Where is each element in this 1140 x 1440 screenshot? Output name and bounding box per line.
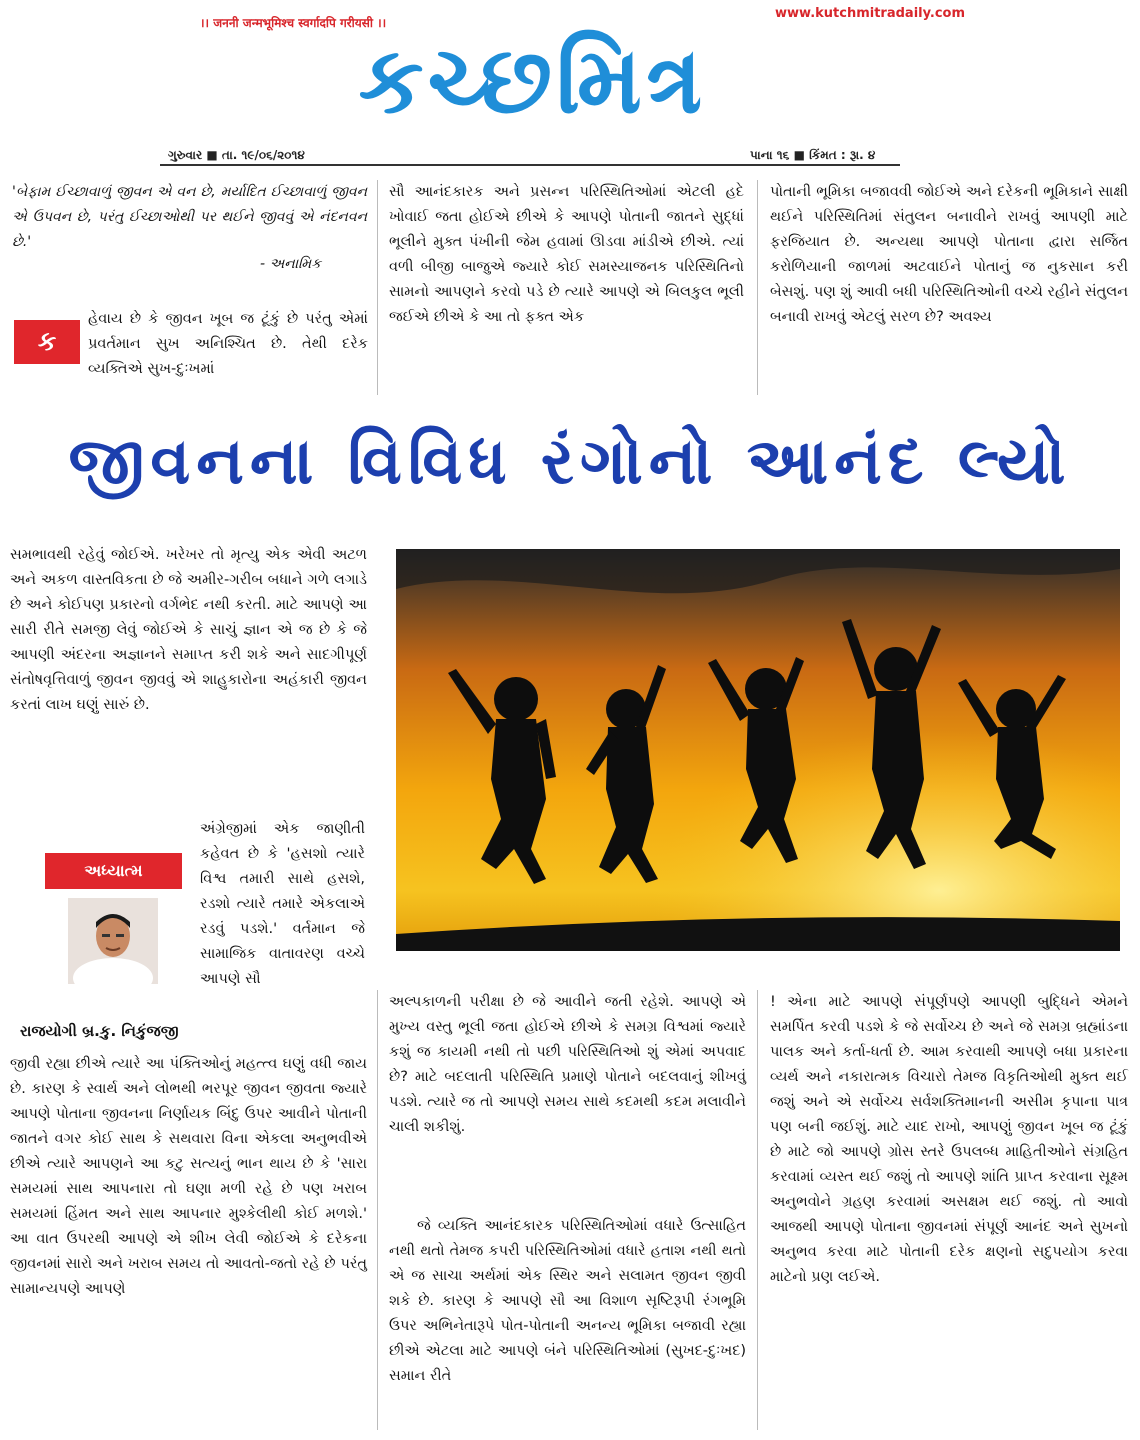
opening-quote: 'બેફામ ઈચ્છાવાળું જીવન એ વન છે, મર્યાદિત ઈચ્છાવાળું જીવન એ ઉપવન છે, પરંતુ ઈચ્છાઓથી પર થઈને જીવવું એ નંદનવન છે.' — [12, 184, 367, 250]
masthead-rule — [160, 164, 900, 166]
column-1-middle-text: સમભાવથી રહેવું જોઈએ. ખરેખર તો મૃત્યુ એક એવી અટળ અને અકળ વાસ્તવિકતા છે જે અમીર-ગરીબ બધાને ગળે લગાડે છે અને કોઈપણ પ્રકારનો વર્ગભેદ નથી કરતી. માટે આપણે આ સારી રીતે સમજી લેવું જોઈએ કે સાચું જ્ઞાન એ જ છે કે જે આપણી અંદરના અજ્ઞાનને સમાપ્ત કરી શકે અને સાદગીપૂર્ણ સંતોષવૃત્તિવાળું જીવન જીવવું એ શાહુકારોના અહંકારી જીવન કરતાં લાખ ઘણું સારું છે. — [10, 547, 367, 713]
column-3-top-text: પોતાની ભૂમિકા બજાવવી જોઈએ અને દરેકની ભૂમિકાને સાક્ષી થઈને પરિસ્થિતિમાં સંતુલન બનાવીને રાખવું આપણી માટે ફરજિયાત છે. અન્યથા આપણે પોતાના દ્વારા સર્જિત કરોળિયાની જાળમાં અટવાઈને પોતાનું જ નુકસાન કરી બેસશું. પણ શું આવી બધી પરિસ્થિતિઓની વચ્ચે રહીને સંતુલન બનાવી રાખવું એટલું સરળ છે? અવશ્ય — [770, 184, 1128, 325]
page-info: પાના ૧૬ ■ કિંમત : રૂા. ૪ — [750, 148, 876, 162]
article-headline: જીવનના વિવિધ રંગોનો આનંદ લ્યો — [68, 425, 1072, 499]
column-2-bottom-text-continued: જે વ્યક્તિ આનંદકારક પરિસ્થિતિઓમાં વધારે ઉત્સાહિત નથી થતો તેમજ કપરી પરિસ્થિતિઓમાં વધારે હતાશ નથી થતો એ જ સાચા અર્થમાં એક સ્થિર અને સલામત જીવન જીવી શકે છે. કારણ કે આપણે સૌ આ વિશાળ સૃષ્ટિરૂપી રંગભૂમિ ઉપર અભિનેતારૂપે પોત-પોતાની અનન્ય ભૂમિકા બજાવી રહ્યા છીએ એટલા માટે આપણે બંને પરિસ્થિતિઓમાં (સુખદ-દુઃખદ) સમાન રીતે — [389, 1218, 746, 1384]
masthead-slogan: ।। जननी जन्मभूमिश्च स्वर्गादपि गरीयसी ।। — [200, 16, 387, 30]
column-1-top-text: હેવાય છે કે જીવન ખૂબ જ ટૂંકું છે પરંતુ એમાં પ્રવર્તમાન સુખ અનિશ્ચિત છે. તેથી દરેક વ્યક્તિએ સુખ-દુઃખમાં — [88, 311, 368, 377]
masthead-logo: કચ્છમિત્ર — [358, 27, 707, 134]
column-divider — [377, 990, 378, 1430]
column-1-narrow-text: અંગ્રેજીમાં એક જાણીતી કહેવત છે કે 'હસશો ત્યારે વિશ્વ તમારી સાથે હસશે, રડશો ત્યારે તમારે એકલાએ રડવું પડશે.' વર્તમાન જે સામાજિક વાતાવરણ વચ્ચે આપણે સૌ — [200, 821, 365, 987]
dateline: ગુરુવાર ■ તા. ૧૯/૦૬/૨૦૧૪ — [168, 148, 305, 162]
author-photo — [68, 898, 158, 984]
website-url[interactable]: www.kutchmitradaily.com — [775, 6, 966, 21]
column-divider — [757, 990, 758, 1430]
sunset-jumping-silhouettes-photo — [396, 549, 1120, 951]
author-byline: રાજયોગી બ્ર.કુ. નિકુંજજી — [20, 1022, 179, 1040]
column-1-bottom-text: જીવી રહ્યા છીએ ત્યારે આ પંક્તિઓનું મહત્ત્વ ઘણું વધી જાય છે. કારણ કે સ્વાર્થ અને લોભથી ભરપૂર જીવન જીવતા જ્યારે આપણે પોતાના જીવનના નિર્ણાયક બિંદુ ઉપર આવીને પોતાની જાતને વગર કોઈ સાથ કે સથવારા વિના એકલા અનુભવીએ છીએ ત્યારે આપણને આ કટુ સત્યનું ભાન થાય છે કે 'સારા સમયમાં સાથ આપનારા તો ઘણા મળી રહે છે પણ ખરાબ સમયમાં હિંમત અને સાથ આપનાર મુશ્કેલીથી કોઈ મળશે.' આ વાત ઉપરથી આપણે એ શીખ લેવી જોઈએ કે દરેકના જીવનમાં સારો અને ખરાબ સમય તો આવતો-જતો રહે છે પરંતુ સામાન્યપણે આપણે — [10, 1056, 367, 1297]
quote-author: - અનામિક — [260, 256, 322, 272]
column-3-bottom-text: ! એના માટે આપણે સંપૂર્ણપણે આપણી બુદ્ધિને એમને સમર્પિત કરવી પડશે કે જે સર્વોચ્ચ છે અને જે સમગ્ર બ્રહ્માંડના પાલક અને કર્તા-ધર્તા છે. આમ કરવાથી આપણે બધા પ્રકારના વ્યર્થ અને નકારાત્મક વિચારો તેમજ વિકૃતિઓથી મુક્ત થઈ જશું અને એ સર્વોચ્ચ સર્વશક્તિમાનની અસીમ કૃપાના પાત્ર પણ બની જઈશું. માટે યાદ રાખો, આપણું જીવન ખૂબ જ ટૂંકું છે માટે જો આપણે ગ્રોસ સ્તરે ઉપલબ્ધ માહિતીઓને સંગ્રહિત કરવામાં વ્યસ્ત થઈ જશું તો આપણે શાંતિ પ્રાપ્ત કરવાના સૂક્ષ્મ અનુભવોને ગ્રહણ કરવામાં અસક્ષમ થઈ જશું. તો આવો આજથી આપણે પોતાના જીવનમાં સંપૂર્ણ આનંદ અને સુખનો અનુભવ કરવા માટે પોતાની દરેક ક્ષણનો સદુપયોગ કરવા માટેનો પ્રણ લઈએ. — [770, 994, 1128, 1285]
section-label: અધ્યાત્મ — [45, 853, 182, 889]
column-2-top-text: સૌ આનંદકારક અને પ્રસન્ન પરિસ્થિતિઓમાં એટલી હદે ખોવાઈ જતા હોઈએ છીએ કે આપણે પોતાની જાતને સુદ્ધાં ભૂલીને મુક્ત પંખીની જેમ હવામાં ઊડવા માંડીએ છીએ. ત્યાં વળી બીજી બાજુએ જ્યારે કોઈ સમસ્યાજનક પરિસ્થિતિનો સામનો આપણને કરવો પડે છે ત્યારે આપણે એ બિલકુલ ભૂલી જઈએ છીએ કે આ તો ફક્ત એક — [389, 184, 744, 325]
drop-cap: ક — [14, 320, 80, 364]
column-2-bottom-text: અલ્પકાળની પરીક્ષા છે જે આવીને જતી રહેશે. આપણે એ મુખ્ય વસ્તુ ભૂલી જતા હોઈએ છીએ કે સમગ્ર વિશ્વમાં જ્યારે કશું જ કાયમી નથી તો પછી પરિસ્થિતિઓ શું એમાં અપવાદ છે? માટે બદલાતી પરિસ્થિતિ પ્રમાણે પોતાને બદલવાનું શીખવું પડશે. ત્યારે જ તો આપણે સમય સાથે કદમથી કદમ મલાવીને ચાલી શકીશું. — [389, 994, 746, 1135]
column-divider — [377, 180, 378, 395]
column-divider — [757, 180, 758, 395]
